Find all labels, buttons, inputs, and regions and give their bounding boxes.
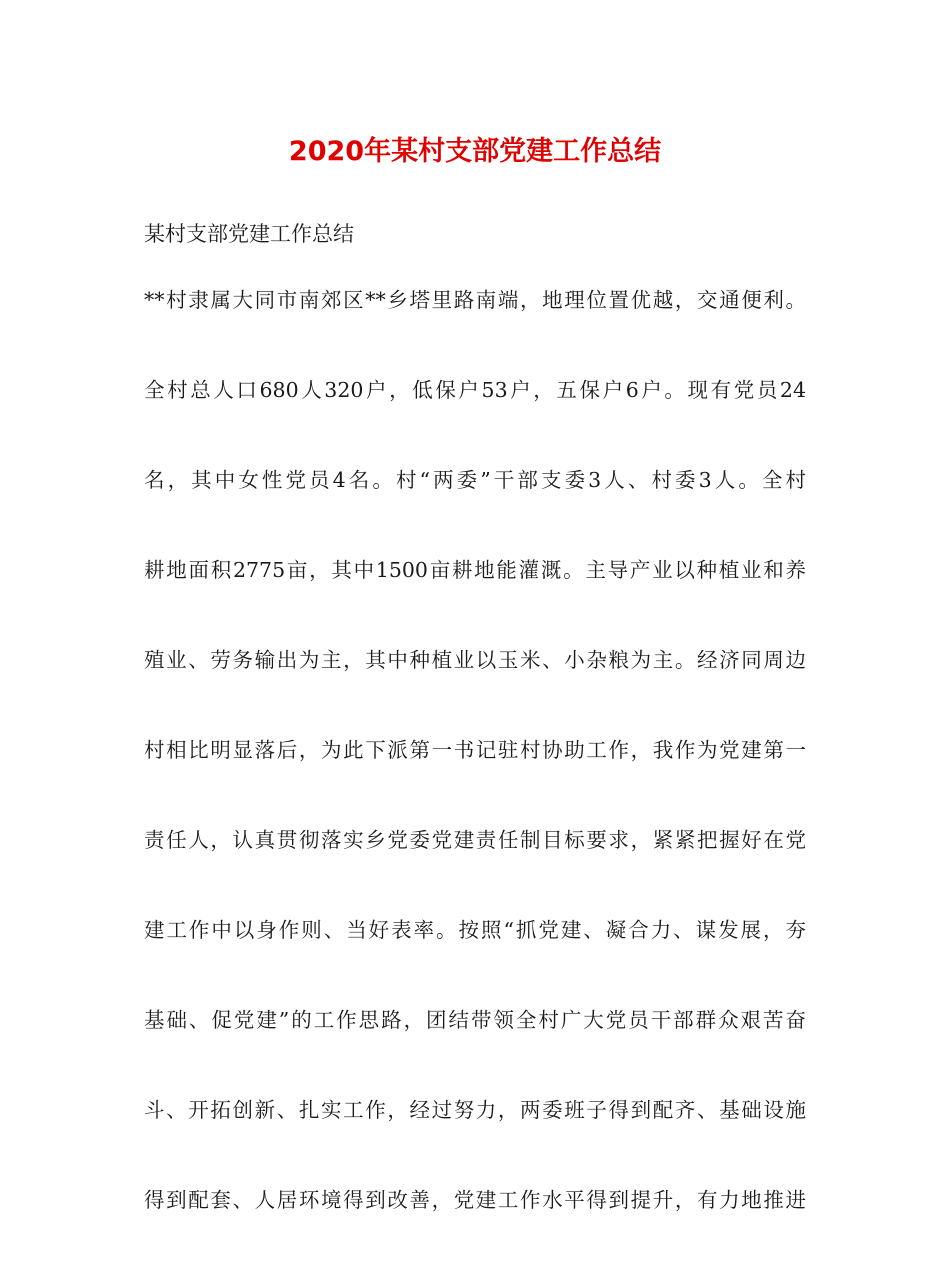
document-body <box>144 280 806 1270</box>
document-title: 2020年某村支部党建工作总结 <box>288 136 662 167</box>
body-line: **村隶属大同市南郊区**乡塔里路南端，地理位置优越，交通便利。 <box>144 288 806 312</box>
body-line: 全村总人口680人320户，低保户53户，五保户6户。现有党员24 <box>144 378 806 402</box>
document-subtitle: 某村支部党建工作总结 <box>144 222 354 246</box>
body-line: 基础、促党建”的工作思路，团结带领全村广大党员干部群众艰苦奋 <box>144 1008 806 1032</box>
body-line: 村相比明显落后，为此下派第一书记驻村协助工作，我作为党建第一 <box>144 738 806 762</box>
body-line: 殖业、劳务输出为主，其中种植业以玉米、小杂粮为主。经济同周边 <box>144 648 806 672</box>
body-line: 得到配套、人居环境得到改善，党建工作水平得到提升，有力地推进 <box>144 1188 806 1212</box>
body-line: 责任人，认真贯彻落实乡党委党建责任制目标要求，紧紧把握好在党 <box>144 828 806 852</box>
body-line: 名，其中女性党员4名。村“两委”干部支委3人、村委3人。全村 <box>144 468 806 492</box>
body-line: 斗、开拓创新、扎实工作，经过努力，两委班子得到配齐、基础设施 <box>144 1098 806 1122</box>
body-line: 建工作中以身作则、当好表率。按照“抓党建、凝合力、谋发展，夯 <box>144 918 806 942</box>
body-line: 耕地面积2775亩，其中1500亩耕地能灌溉。主导产业以种植业和养 <box>144 558 806 582</box>
